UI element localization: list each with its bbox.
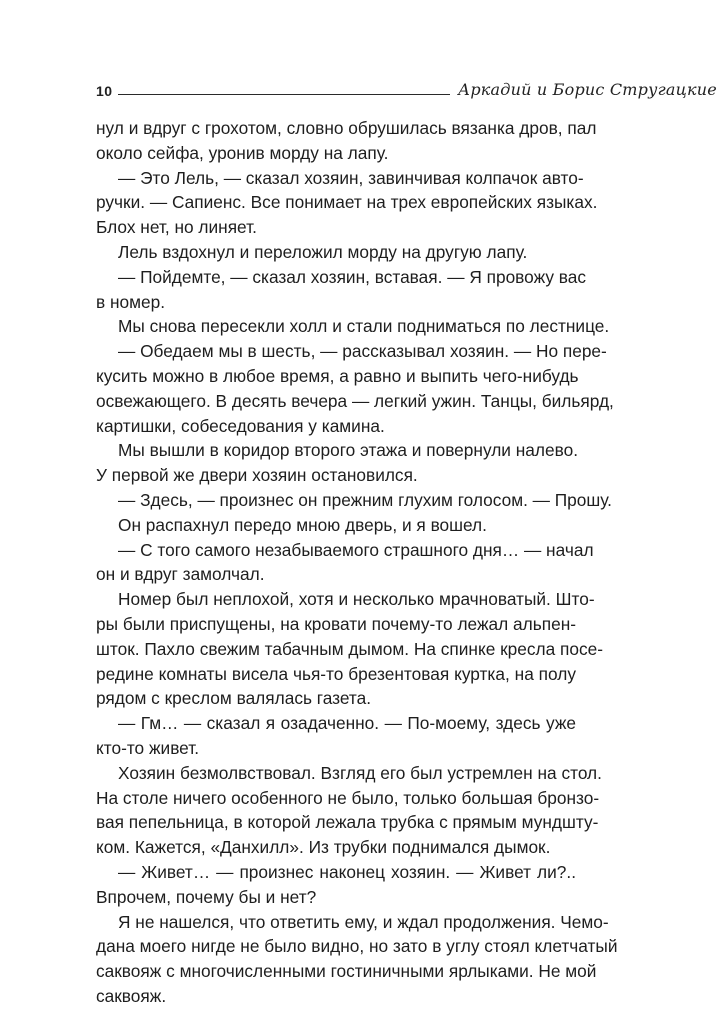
text-line: — Здесь, — произнес он прежним глухим голосом. — Прошу. [118,489,612,510]
text-line: Он распахнул передо мною дверь, и я вошел. [118,514,487,535]
text-line: ком. Кажется, «Данхилл». Из трубки поднимался дымок. [96,837,551,858]
text-line: У первой же двери хозяин остановился. [96,465,418,486]
text-line: Лель вздохнул и переложил морду на другую лапу. [118,241,528,262]
text-line: редине комнаты висела чья-то брезентовая куртка, на полу [96,663,576,684]
text-line: Номер был неплохой, хотя и несколько мрачноватый. Што- [118,589,595,610]
text-line: Блох нет, но линяет. [96,217,257,238]
text-line: освежающего. В десять вечера — легкий ужин. Танцы, бильярд, [96,390,614,411]
text-line: Я не нашелся, что ответить ему, и ждал продолжения. Чемо- [118,911,609,932]
text-line: около сейфа, уронив морду на лапу. [96,142,389,163]
text-line: Хозяин безмолвствовал. Взгляд его был устремлен на стол. [118,762,602,783]
header-rule [118,94,450,95]
text-line: кто-то живет. [96,737,200,758]
text-line: Впрочем, почему бы и нет? [96,886,317,907]
page-number: 10 [96,83,113,99]
text-line: — С того самого незабываемого страшного дня… — начал [118,539,594,560]
text-line: он и вдруг замолчал. [96,564,265,585]
text-line: Мы вышли в коридор второго этажа и повернули налево. [118,440,578,461]
text-line: — Обедаем мы в шесть, — рассказывал хозяин. — Но пере- [118,341,607,362]
text-line: — Это Лель, — сказал хозяин, завинчивая колпачок авто- [118,167,584,188]
running-title: Аркадий и Борис Стругацкие [458,80,717,99]
text-line: вая пепельница, в которой лежала трубка с прямым мундшту- [96,812,599,833]
text-line: шток. Пахло свежим табачным дымом. На спинке кресла посе- [96,638,604,659]
text-line: ручки. — Сапиенс. Все понимает на трех европейских языках. [96,192,598,213]
text-line: в номер. [96,291,166,312]
text-line: Мы снова пересекли холл и стали подниматься по лестнице. [118,316,610,337]
text-line: саквояж. [96,985,167,1006]
text-line: На столе ничего особенного не было, только большая бронзо- [96,787,600,808]
text-line: саквояж с многочисленными гостиничными ярлыками. Не мой [96,961,597,982]
text-line: кусить можно в любое время, а равно и выпить чего-нибудь [96,365,579,386]
text-line: — Живет… — произнес наконец хозяин. — Живет ли?.. [118,861,576,882]
text-line: нул и вдруг с грохотом, словно обрушилась вязанка дров, пал [96,118,597,138]
page-header [82,76,717,106]
text-line: рядом с креслом валялась газета. [96,688,372,709]
text-line: ры были приспущены, на кровати почему-то лежал альпен- [96,613,576,634]
text-line: — Пойдемте, — сказал хозяин, вставая. — Я провожу вас [118,266,587,287]
text-line: картишки, собеседования у камина. [96,415,385,436]
text-line: — Гм… — сказал я озадаченно. — По-моему, здесь уже [118,713,576,734]
body-text [96,116,618,1009]
text-line: дана моего нигде не было видно, но зато в углу стоял клетчатый [96,936,618,957]
